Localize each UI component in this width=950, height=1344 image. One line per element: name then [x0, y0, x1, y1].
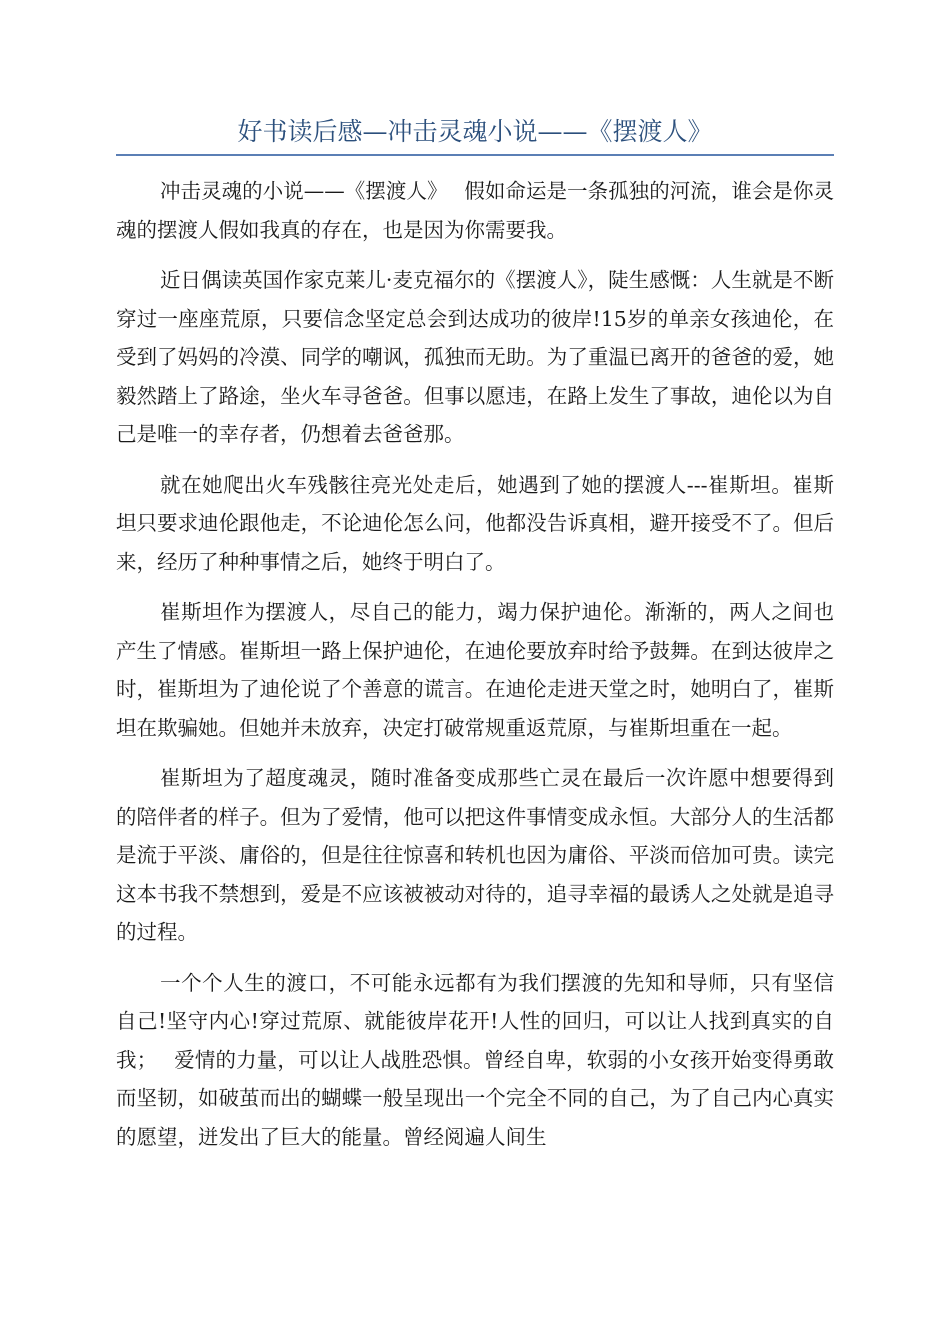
document-body: [116, 172, 834, 1168]
paragraph-1: 冲击灵魂的小说——《摆渡人》 假如命运是一条孤独的河流，谁会是你灵魂的摆渡人假如我真的存在，也是因为你需要我。: [116, 179, 834, 242]
paragraph-4: 崔斯坦作为摆渡人，尽自己的能力，竭力保护迪伦。渐渐的，两人之间也产生了情感。崔斯坦一路上保护迪伦，在迪伦要放弃时给予鼓舞。在到达彼岸之时，崔斯坦为了迪伦说了个善意的谎言。在迪伦走进天堂之时，她明白了，崔斯坦在欺骗她。但她并未放弃，决定打破常规重返荒原，与崔斯坦重在一起。: [116, 600, 834, 740]
document-title: 好书读后感—冲击灵魂小说——《摆渡人》: [237, 117, 713, 146]
title-underline: [116, 154, 834, 156]
paragraph-6: 一个个人生的渡口，不可能永远都有为我们摆渡的先知和导师，只有坚信自己!坚守内心!穿过荒原、就能彼岸花开!人性的回归，可以让人找到真实的自我； 爱情的力量，可以让人战胜恐惧。曾经自卑，软弱的小女孩开始变得勇敢而坚韧，如破茧而出的蝴蝶一般呈现出一个完全不同的自己，为了自己内心真实的愿望，迸发出了巨大的能量。曾经阅遍人间生: [116, 970, 834, 1149]
paragraph-2: 近日偶读英国作家克莱儿·麦克福尔的《摆渡人》，陡生感慨：人生就是不断穿过一座座荒原，只要信念坚定总会到达成功的彼岸!15岁的单亲女孩迪伦，在受到了妈妈的冷漠、同学的嘲讽，孤独而无助。为了重温已离开的爸爸的爱，她毅然踏上了路途，坐火车寻爸爸。但事以愿违，在路上发生了事故，迪伦以为自己是唯一的幸存者，仍想着去爸爸那。: [116, 268, 834, 446]
paragraph-5: 崔斯坦为了超度魂灵，随时准备变成那些亡灵在最后一次许愿中想要得到的陪伴者的样子。但为了爱情，他可以把这件事情变成永恒。大部分人的生活都是流于平淡、庸俗的，但是往往惊喜和转机也因为庸俗、平淡而倍加可贵。读完这本书我不禁想到，爱是不应该被被动对待的，追寻幸福的最诱人之处就是追寻的过程。: [116, 766, 834, 944]
paragraph-3: 就在她爬出火车残骸往亮光处走后，她遇到了她的摆渡人---崔斯坦。崔斯坦只要求迪伦跟他走，不论迪伦怎么问，他都没告诉真相，避开接受不了。但后来，经历了种种事情之后，她终于明白了。: [116, 472, 834, 574]
